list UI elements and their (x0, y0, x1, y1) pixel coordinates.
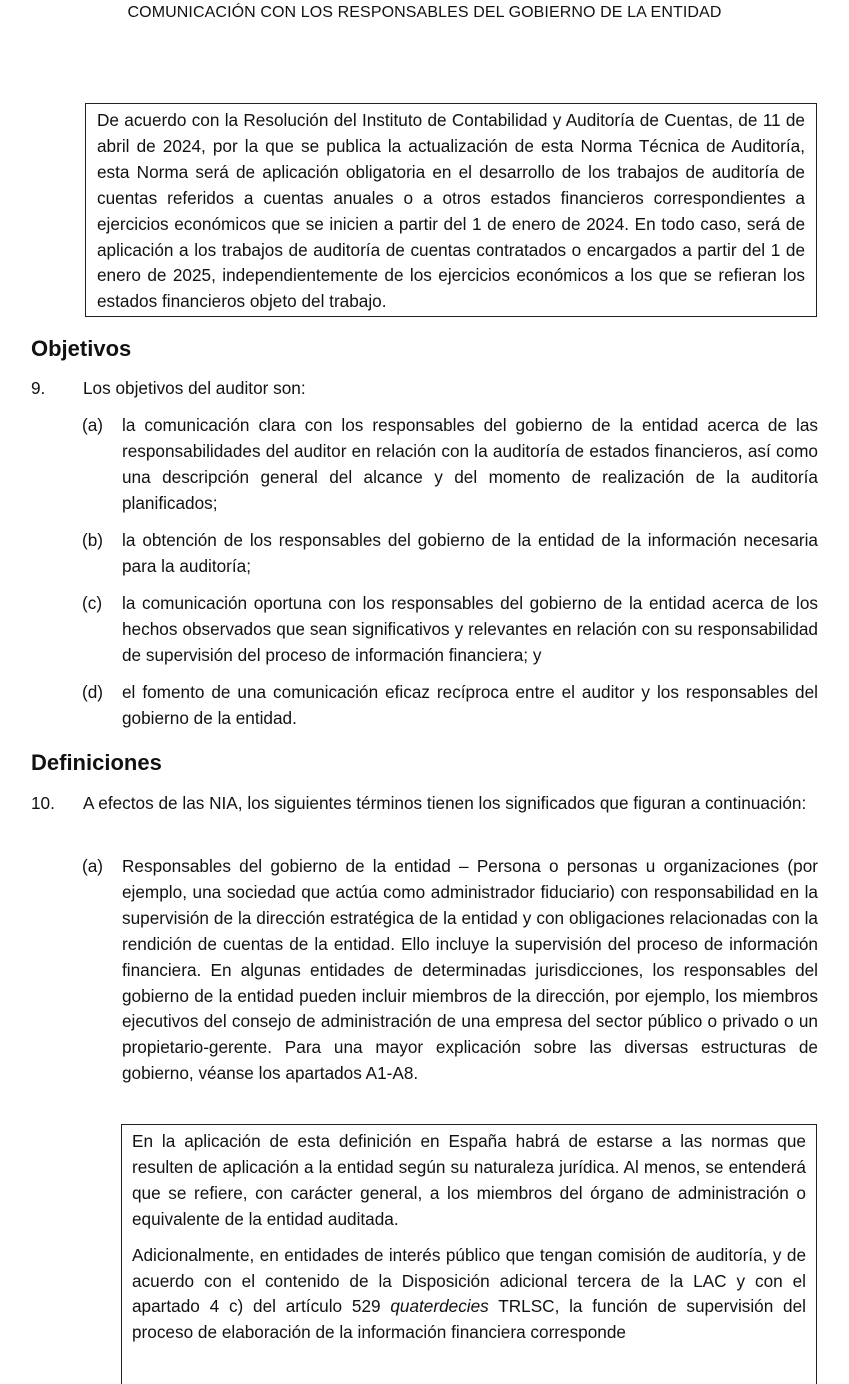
list-item-text: la comunicación clara con los responsables del gobierno de la entidad acerca de las responsabilidades del auditor en relación con la auditoría de estados financieros, así como una descripción general del alcance y del momento de realización de la auditoría planificados; (122, 415, 818, 513)
list-item (82, 528, 818, 580)
spain-application-note (121, 1124, 817, 1384)
effective-date-note (85, 103, 817, 317)
list-item (82, 680, 818, 732)
effective-date-text: De acuerdo con la Resolución del Instituto de Contabilidad y Auditoría de Cuentas, de 11 de abril de 2024, por la que se publica la actualización de esta Norma Técnica de Auditoría, esta Norma será de aplicación obligatoria en el desarrollo de los trabajos de auditoría de cuentas referidos a cuentas anuales o a otros estados financieros correspondientes a ejercicios económicos que se inicien a partir del 1 de enero de 2024. En todo caso, será de aplicación a los trabajos de auditoría de cuentas contratados o encargados a partir del 1 de enero de 2025, independientemente de los ejercicios económicos a los que se refieran los estados financieros objeto del trabajo. (97, 110, 805, 312)
list-item-label: (d) (82, 682, 104, 702)
note-text: TRLSC, la función de supervisión del proceso de elaboración de la información financiera corresponde (132, 1296, 806, 1343)
list-item-text: la comunicación oportuna con los responsables del gobierno de la entidad acerca de los hechos observados que sean significativos y relevantes en relación con su responsabilidad de supervisión del proceso de información financiera; y (122, 593, 818, 665)
list-item-text: el fomento de una comunicación eficaz recíproca entre el auditor y los responsables del gobierno de la entidad. (122, 682, 818, 728)
definition-item (82, 854, 818, 1087)
paragraph-intro: Los objetivos del auditor son: (83, 378, 306, 398)
list-item-label: (a) (82, 856, 104, 876)
note-italic-text: quaterdecies (390, 1296, 489, 1317)
list-item-text: la obtención de los responsables del gobierno de la entidad de la información necesaria para la auditoría; (122, 530, 818, 576)
list-item (82, 591, 818, 669)
paragraph-number: 10. (31, 793, 55, 813)
list-item (82, 413, 818, 517)
list-item-label: (a) (82, 415, 104, 435)
definition-text: Responsables del gobierno de la entidad – Persona o personas u organizaciones (por ejemplo, una sociedad que actúa como administrador fiduciario) con responsabilidad en la supervisión de la dirección estratégica de la entidad y con obligaciones relacionadas con la rendición de cuentas de la entidad. Ello incluye la supervisión del proceso de información financiera. En algunas entidades de determinadas jurisdicciones, los responsables del gobierno de la entidad pueden incluir miembros de la dirección, por ejemplo, los miembros ejecutivos del consejo de administración de una empresa del sector público o privado o un propietario-gerente. Para una mayor explicación sobre las diversas estructuras de gobierno, véanse los apartados A1-A8. (122, 856, 818, 1084)
paragraph-10 (31, 791, 818, 817)
list-item-label: (b) (82, 530, 104, 550)
paragraph-9 (31, 376, 818, 402)
list-item-label: (c) (82, 593, 103, 613)
note-paragraph (132, 1243, 806, 1347)
paragraph-number: 9. (31, 378, 46, 398)
section-heading-definiciones: Definiciones (31, 750, 162, 775)
note-paragraph: En la aplicación de esta definición en España habrá de estarse a las normas que resulten de aplicación a la entidad según su naturaleza jurídica. Al menos, se entenderá que se refiere, con carácter general, a los miembros del órgano de administración o equivalente de la entidad auditada. (132, 1131, 806, 1229)
page-header: COMUNICACIÓN CON LOS RESPONSABLES DEL GOBIERNO DE LA ENTIDAD (127, 4, 722, 21)
section-heading-objetivos: Objetivos (31, 336, 132, 361)
note-text: Adicionalmente, en entidades de interés público que tengan comisión de auditoría, y de acuerdo con el contenido de la Disposición adicional tercera de la LAC y con el apartado 4 c) del artículo 529 (132, 1244, 806, 1317)
paragraph-intro: A efectos de las NIA, los siguientes términos tienen los significados que figuran a continuación: (83, 793, 807, 813)
